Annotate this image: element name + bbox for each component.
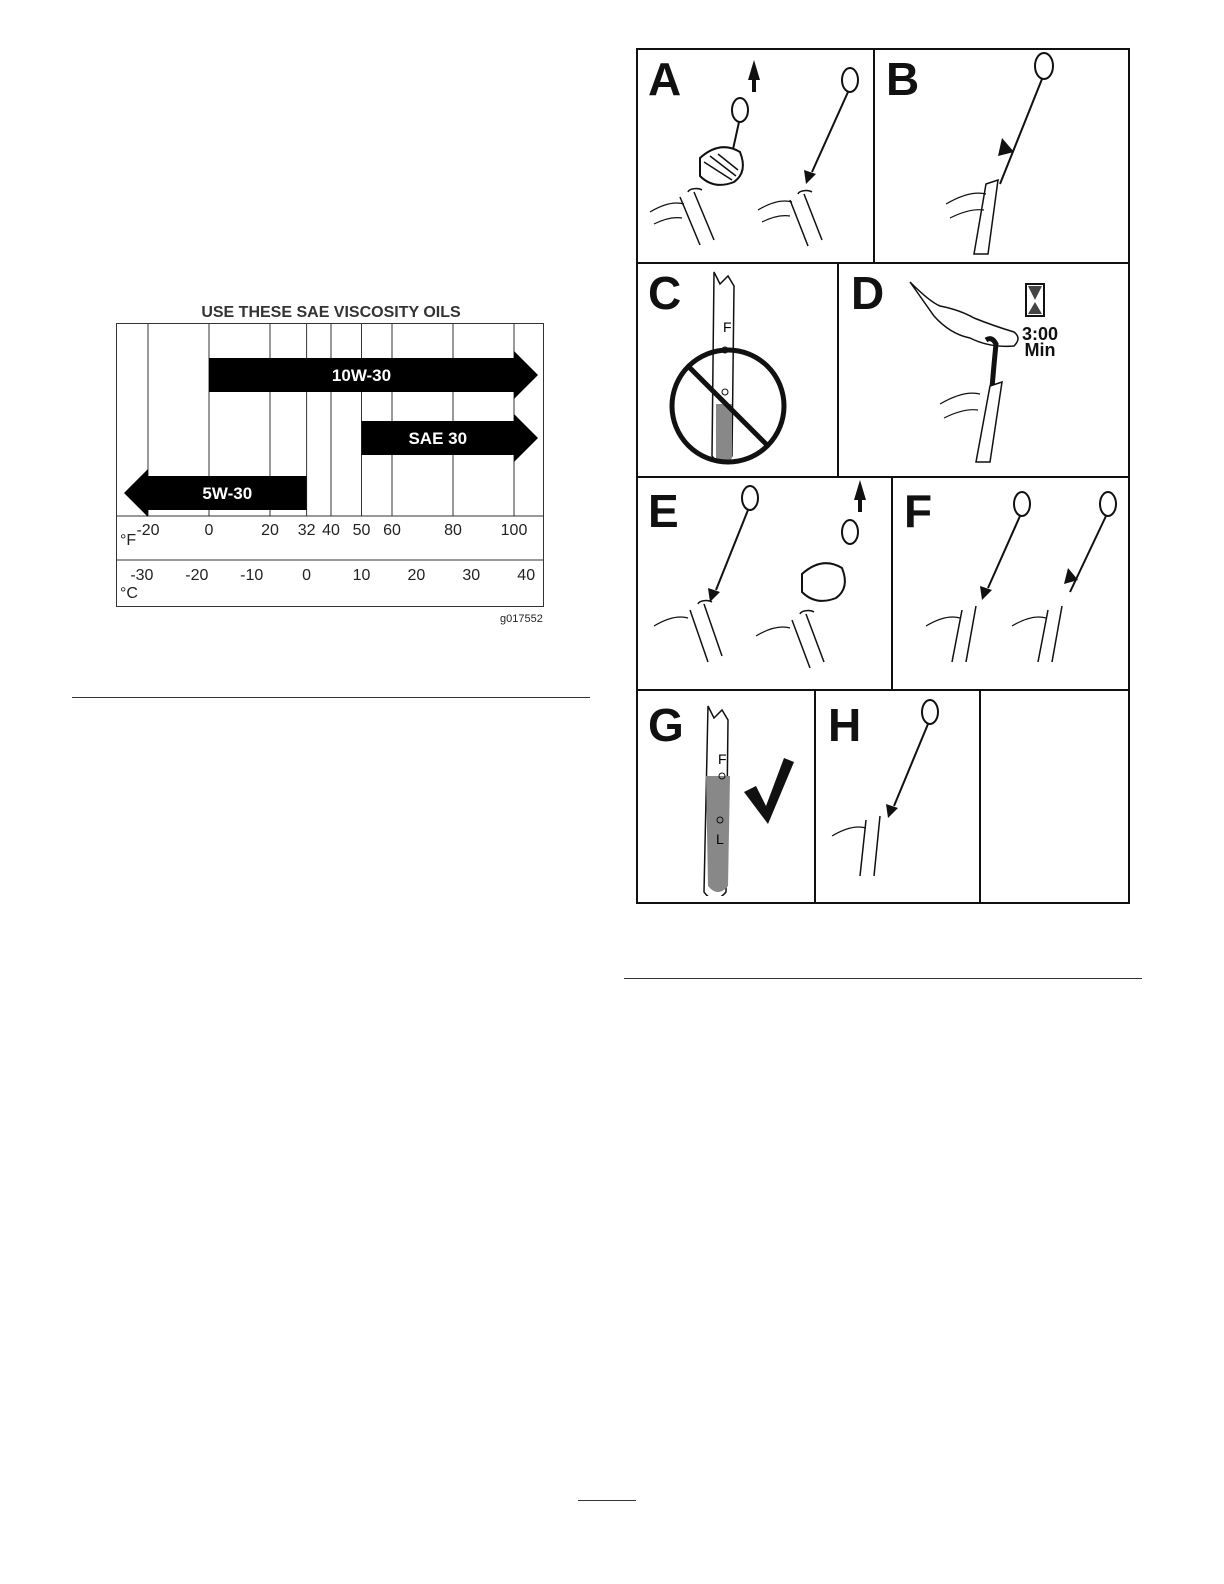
oil-range-label: SAE 30 (408, 429, 468, 448)
dipstick-handle-icon (1035, 53, 1053, 79)
footer-rule (578, 1500, 636, 1501)
oil-range-label: 10W-30 (331, 366, 392, 385)
low-mark-label: L (716, 831, 724, 847)
arrow-up-icon (854, 480, 866, 512)
celsius-tick-label: 20 (407, 567, 426, 584)
fahrenheit-unit-label: °F (120, 532, 137, 549)
arrow-up-icon (748, 60, 760, 92)
left-column-divider (72, 697, 590, 698)
panel-h-illustration (818, 696, 978, 896)
dipstick-handle-icon (842, 520, 858, 544)
dipstick-handle-icon (922, 700, 938, 724)
full-mark-label: F (718, 751, 727, 767)
wait-time-label: 3:00 (1021, 324, 1059, 344)
celsius-tick-label: 30 (462, 567, 481, 584)
celsius-tick-label: 40 (517, 567, 536, 584)
full-mark-label: F (723, 319, 732, 335)
dipstick-tube-icon (1038, 606, 1062, 662)
panel-label-g: G (648, 699, 684, 751)
fahrenheit-tick-label: 20 (261, 522, 279, 539)
celsius-tick-label: -20 (185, 567, 209, 584)
dipstick-handle-icon (842, 68, 858, 92)
panel-c-illustration (660, 268, 796, 468)
rag-cloth-icon (802, 563, 845, 601)
panel-label-h: H (828, 699, 862, 751)
panel-label-d: D (851, 267, 885, 319)
arrow-down-icon (886, 804, 898, 818)
panel-label-f: F (904, 485, 933, 537)
dipstick-handle-icon (732, 98, 748, 122)
panel-e-illustration (640, 480, 892, 690)
dipstick-tube-icon (680, 189, 714, 245)
fahrenheit-tick-label: 0 (204, 522, 214, 539)
viscosity-chart-plot (116, 323, 544, 607)
fahrenheit-tick-label: 100 (500, 522, 528, 539)
fahrenheit-tick-label: 32 (297, 522, 316, 539)
dipstick-tube-icon (790, 191, 822, 246)
dipstick-tube-icon (690, 601, 722, 662)
checkmark-icon (744, 758, 794, 824)
right-column-divider (624, 978, 1142, 979)
celsius-tick-label: 10 (352, 567, 371, 584)
viscosity-chart-title: USE THESE SAE VISCOSITY OILS (201, 304, 461, 321)
panel-label-c: C (648, 267, 682, 319)
arrow-down-icon (804, 170, 816, 184)
celsius-unit-label: °C (120, 585, 138, 602)
panel-label-e: E (648, 485, 679, 537)
dipstick-tube-icon (974, 180, 998, 254)
dipstick-tube-icon (952, 606, 976, 662)
celsius-tick-label: 0 (302, 567, 312, 584)
fahrenheit-tick-label: 60 (383, 522, 401, 539)
dipstick-handle-icon (1014, 492, 1030, 516)
panel-label-b: B (886, 53, 920, 105)
wait-time-unit: Min (1024, 340, 1056, 360)
panel-a-illustration (640, 52, 872, 262)
panel-b-illustration (876, 52, 1128, 262)
fahrenheit-tick-label: 80 (444, 522, 462, 539)
rag-cloth-icon (700, 147, 743, 185)
celsius-tick-label: -10 (240, 567, 264, 584)
fahrenheit-tick-label: -20 (136, 522, 160, 539)
dipstick-tube-icon (860, 816, 880, 876)
panel-label-a: A (648, 53, 682, 105)
hand-pouring-icon (910, 282, 1018, 346)
arrow-down-icon (708, 588, 720, 602)
dipstick-handle-icon (1100, 492, 1116, 516)
dipstick-handle-icon (742, 486, 758, 510)
arrow-down-icon (980, 586, 992, 600)
dipstick-tube-icon (792, 611, 824, 668)
oil-stream-icon (986, 339, 996, 388)
celsius-tick-label: -30 (130, 567, 154, 584)
oil-range-label: 5W-30 (202, 484, 253, 503)
fahrenheit-tick-label: 50 (352, 522, 371, 539)
panel-g-illustration (690, 700, 800, 896)
panel-d-illustration (900, 276, 1130, 472)
chart-figure-code: g017552 (500, 613, 543, 625)
fahrenheit-tick-label: 40 (322, 522, 340, 539)
panel-f-illustration (896, 480, 1128, 690)
